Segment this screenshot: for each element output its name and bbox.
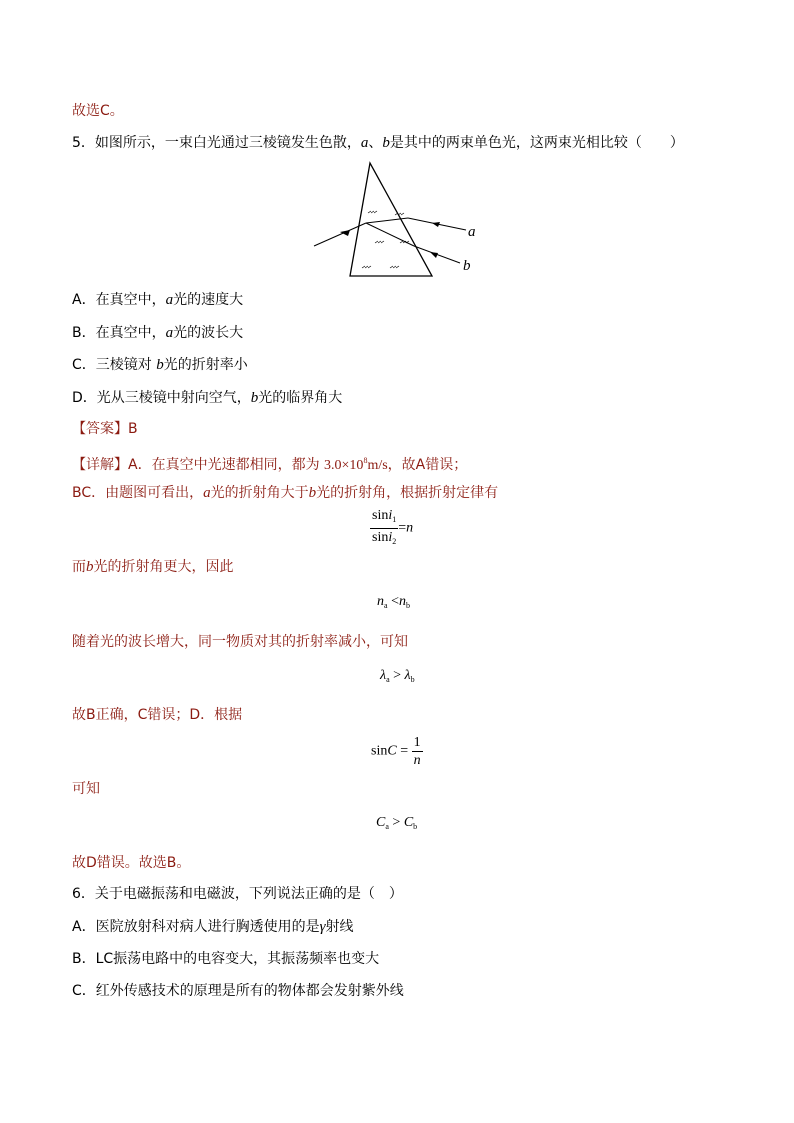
critical-fraction: $\frac{1}{n}$ xyxy=(413,735,421,768)
q5-option-d: D．光从三棱镜中射向空气，b光的临界角大 xyxy=(72,390,343,406)
ray-label-a: a xyxy=(468,224,476,240)
detail-line-2: 而b光的折射角更大，因此 xyxy=(72,559,234,575)
q6-option-b: B．LC振荡电路中的电容变大，其振荡频率也变大 xyxy=(72,951,380,967)
ray-label-b: b xyxy=(463,258,471,274)
ineq-c: $C_a > C_b$ xyxy=(376,815,418,831)
snell-fraction: $\frac{\sin i_1}{\sin i_2}$ xyxy=(372,508,397,546)
ineq-n: $n_a <n_b$ xyxy=(377,594,410,610)
q5-option-c: C．三棱镜对 b光的折射率小 xyxy=(72,357,248,373)
q6-option-c: C．红外传感技术的原理是所有的物体都会发射紫外线 xyxy=(72,983,404,999)
q5-option-a: A．在真空中，a光的速度大 xyxy=(72,292,244,308)
prism-figure xyxy=(310,160,490,280)
detail-line-5: 可知 xyxy=(72,781,100,797)
internal-ray-b xyxy=(366,223,414,246)
detail-a-line: 【详解】A．在真空中光速都相同，都为 $3.0\times 10^8m/s$，故A错误； xyxy=(72,456,468,473)
incident-arrowhead xyxy=(340,230,350,236)
q5-stem xyxy=(72,133,684,153)
q6-option-a: A．医院放射科对病人进行胸透使用的是γ射线 xyxy=(72,919,354,935)
answer-value: B xyxy=(128,421,138,437)
q6-stem: 6．关于电磁振荡和电磁波，下列说法正确的是（ ） xyxy=(72,886,403,902)
detail-line-3: 随着光的波长增大，同一物质对其的折射率减小，可知 xyxy=(72,634,408,650)
answer-label: 【答案】 xyxy=(72,421,128,437)
prev-conclusion: 故选C。 xyxy=(72,103,124,119)
q5-var-b: b xyxy=(382,135,390,151)
snell-formula: $\frac{\sin i_1}{\sin i_2}$ =n xyxy=(370,507,413,550)
answer-line xyxy=(72,419,138,439)
detail-line-6: 故D错误。故选B。 xyxy=(72,855,191,871)
glass-hatching xyxy=(362,211,409,268)
critical-angle-formula: sinC = $\frac{1}{n}$ xyxy=(371,735,421,768)
detail-bc-line: BC．由题图可看出，a光的折射角大于b光的折射角，根据折射定律有 xyxy=(72,485,499,501)
detail-line-4: 故B正确，C错误；D．根据 xyxy=(72,707,243,723)
ineq-lambda: $\lambda_a > \lambda_b$ xyxy=(380,668,415,684)
q5-option-b: B．在真空中，a光的波长大 xyxy=(72,325,244,341)
prism-triangle xyxy=(350,163,432,276)
detail-label: 【详解】 xyxy=(72,457,128,473)
incident-ray xyxy=(314,223,366,246)
q5-var-a: a xyxy=(360,135,369,151)
speed-value: $3.0\times 10^8m/s$ xyxy=(324,456,388,473)
q5-stem-a: 5．如图所示，一束白光通过三棱镜发生色散， xyxy=(72,135,361,151)
q5-stem-b: 是其中的两束单色光，这两束光相比较（ ） xyxy=(389,135,684,151)
q5-sep: 、 xyxy=(368,135,383,151)
exit-arrowhead-b xyxy=(430,252,438,258)
